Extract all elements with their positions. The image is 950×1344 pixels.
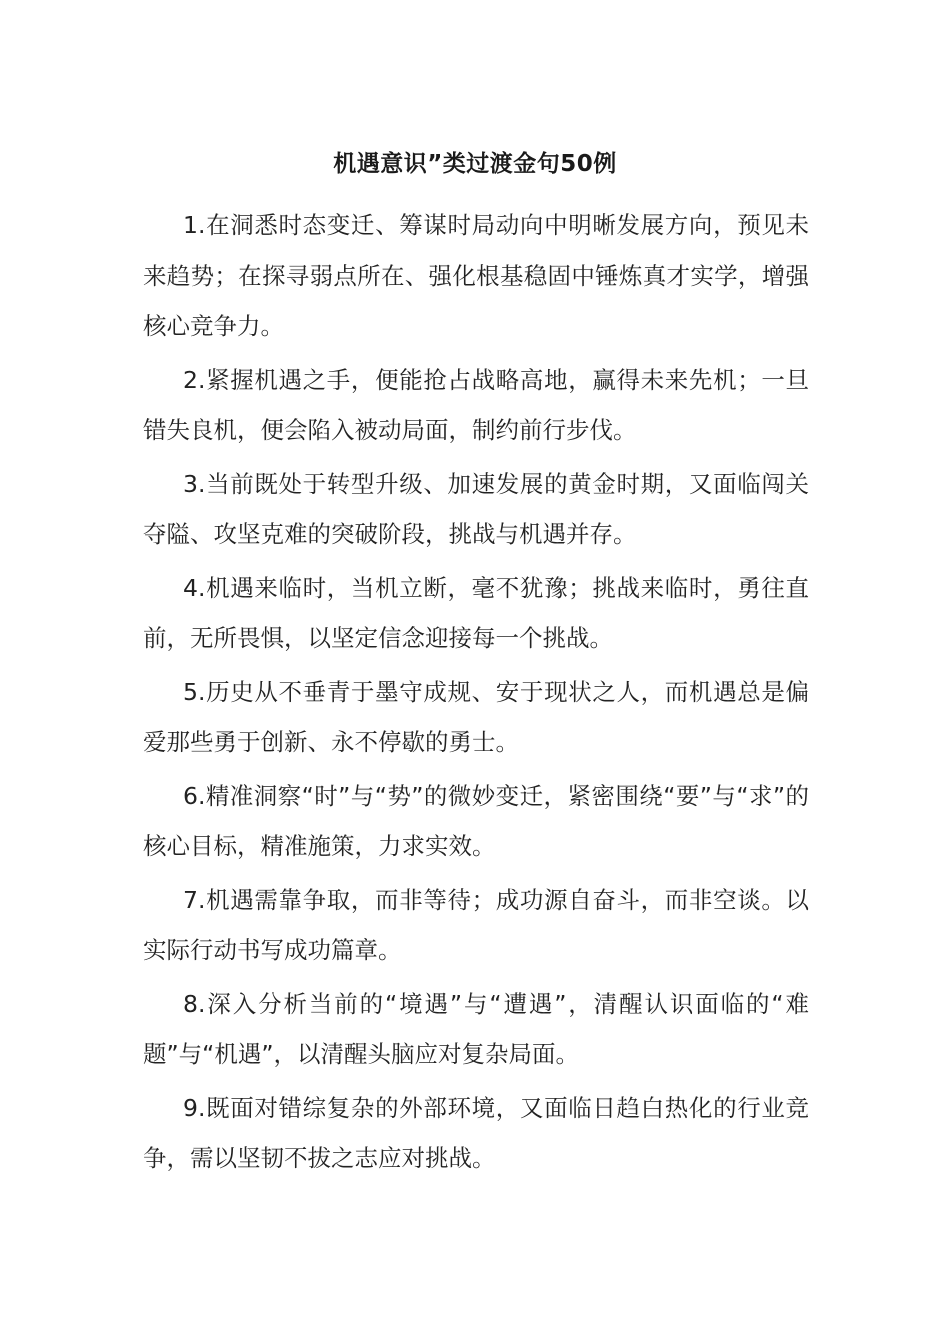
paragraph-9: 9.既面对错综复杂的外部环境，又面临日趋白热化的行业竞争，需以坚韧不拔之志应对挑战。 — [143, 1093, 809, 1172]
paragraph-4: 4.机遇来临时，当机立断，毫不犹豫；挑战来临时，勇往直前，无所畏惧，以坚定信念迎接每一个挑战。 — [143, 573, 809, 652]
paragraph-1: 1.在洞悉时态变迁、筹谋时局动向中明晰发展方向，预见未来趋势；在探寻弱点所在、强化根基稳固中锤炼真才实学，增强核心竞争力。 — [143, 211, 809, 340]
document-title: 机遇意识”类过渡金句50例 — [333, 151, 617, 177]
paragraph-3: 3.当前既处于转型升级、加速发展的黄金时期，又面临闯关夺隘、攻坚克难的突破阶段，挑战与机遇并存。 — [143, 469, 809, 548]
paragraph-6: 6.精准洞察“时”与“势”的微妙变迁，紧密围绕“要”与“求”的核心目标，精准施策，力求实效。 — [143, 781, 809, 860]
paragraph-8: 8.深入分析当前的“境遇”与“遭遇”，清醒认识面临的“难题”与“机遇”，以清醒头脑应对复杂局面。 — [143, 989, 809, 1068]
paragraph-2: 2.紧握机遇之手，便能抢占战略高地，赢得未来先机；一旦错失良机，便会陷入被动局面，制约前行步伐。 — [143, 365, 809, 444]
document-body — [143, 200, 809, 1187]
paragraph-7: 7.机遇需靠争取，而非等待；成功源自奋斗，而非空谈。以实际行动书写成功篇章。 — [143, 885, 809, 964]
paragraph-5: 5.历史从不垂青于墨守成规、安于现状之人，而机遇总是偏爱那些勇于创新、永不停歇的勇士。 — [143, 677, 809, 756]
